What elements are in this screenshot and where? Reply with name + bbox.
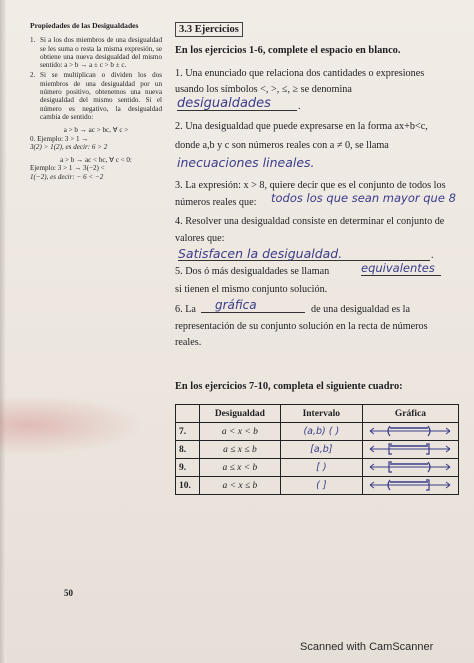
row-interval: ( ] bbox=[280, 477, 362, 495]
page-number: 50 bbox=[64, 588, 73, 598]
header-graph: Gráfica bbox=[362, 405, 458, 423]
table-header-row bbox=[176, 405, 459, 423]
question-3-line2: números reales que: bbox=[175, 197, 257, 208]
instructions-1: En los ejercicios 1-6, complete el espacio en blanco. bbox=[175, 45, 401, 56]
row-graph bbox=[362, 441, 458, 459]
question-6-suffix: de una desigualdad es la bbox=[311, 304, 411, 315]
question-1-period: . bbox=[298, 101, 301, 112]
scanner-watermark: Scanned with CamScanner bbox=[300, 641, 434, 653]
rule-positive-line3: 3(2) > 1(2), es decir: 6 > 2 bbox=[30, 142, 108, 151]
row-inequality: a < x < b bbox=[200, 423, 281, 441]
instructions-2: En los ejercicios 7-10, completa el siguiente cuadro: bbox=[175, 381, 403, 392]
question-6-line2: representación de su conjunto solución en la recta de números bbox=[175, 321, 428, 332]
section-heading: 3.3 Ejercicios bbox=[175, 22, 243, 37]
row-number: 10. bbox=[176, 477, 200, 495]
header-inequality: Desigualdad bbox=[200, 405, 281, 423]
number-line-open-open bbox=[368, 423, 452, 437]
rule-positive-line1: a > b → ac > bc, ∀ c > bbox=[63, 126, 129, 135]
table-row bbox=[176, 441, 459, 459]
question-3-answer: todos los que sean mayor que 8 bbox=[271, 191, 456, 205]
rule-negative bbox=[30, 156, 162, 181]
row-interval: (a,b) ( ) bbox=[280, 423, 362, 441]
question-2-answer: inecuaciones lineales. bbox=[177, 155, 315, 170]
question-5-line2: si tienen el mismo conjunto solución. bbox=[175, 284, 328, 295]
rule-negative-line3: 1(−2), es decir: − 6 < −2 bbox=[30, 172, 104, 181]
question-1-answer: desigualdades bbox=[177, 97, 297, 111]
question-2-line2: donde a,b y c son números reales con a ≠ 0, se llama bbox=[175, 140, 389, 151]
paper-stain bbox=[0, 395, 145, 455]
property-2-text: Si se multiplican o dividen los dos miembros de una desigualdad por un número positivo, obtenemos una nueva desigualdad del mismo sentido. Si el número es negativo, la desigualdad cambia de sentido: bbox=[40, 71, 162, 121]
question-4-line2: valores que: bbox=[175, 233, 225, 244]
question-4-answer: Satisfacen la desigualdad. bbox=[178, 247, 430, 261]
table-row bbox=[176, 477, 459, 495]
row-inequality: a ≤ x < b bbox=[200, 459, 281, 477]
question-1-line1: 1. Una enunciado que relaciona dos cantidades o expresiones bbox=[175, 68, 425, 79]
inequality-table bbox=[175, 404, 459, 495]
row-number: 7. bbox=[176, 423, 200, 441]
question-1-line2: usando los símbolos <, >, ≤, ≥ se denomina bbox=[175, 84, 352, 95]
row-interval: [a,b] bbox=[280, 441, 362, 459]
rule-negative-line2: Ejemplo: 3 > 1 → 3(−2) < bbox=[30, 164, 105, 173]
question-5-line1: 5. Dos ó más desigualdades se llaman bbox=[175, 266, 330, 277]
rule-positive bbox=[30, 126, 162, 151]
row-inequality: a ≤ x ≤ b bbox=[200, 441, 281, 459]
row-graph bbox=[362, 477, 458, 495]
table-row bbox=[176, 423, 459, 441]
property-1-number: 1. bbox=[30, 36, 36, 45]
question-6-prefix: 6. La bbox=[175, 304, 196, 315]
property-2-number: 2. bbox=[30, 71, 36, 80]
row-graph bbox=[362, 423, 458, 441]
page-edge-shadow bbox=[0, 0, 6, 663]
properties-column bbox=[30, 22, 162, 181]
row-number: 9. bbox=[176, 459, 200, 477]
table-row bbox=[176, 459, 459, 477]
number-line-closed-closed bbox=[368, 441, 452, 455]
row-graph bbox=[362, 459, 458, 477]
property-1 bbox=[30, 36, 162, 69]
question-4-period: . bbox=[431, 250, 434, 261]
number-line-open-closed bbox=[368, 477, 452, 491]
row-interval: [ ) bbox=[280, 459, 362, 477]
question-4-line1: 4. Resolver una desigualdad consiste en determinar el conjunto de bbox=[175, 216, 445, 227]
rule-negative-line1: a > b → ac < bc, ∀ c < 0: bbox=[60, 156, 132, 165]
header-interval: Intervalo bbox=[280, 405, 362, 423]
property-2 bbox=[30, 71, 162, 121]
question-6-answer: gráfica bbox=[201, 299, 305, 313]
question-2-line1: 2. Una desigualdad que puede expresarse en la forma ax+b<c, bbox=[175, 121, 428, 132]
question-5-answer: equivalentes bbox=[361, 262, 441, 276]
properties-title: Propiedades de las Desigualdades bbox=[30, 21, 139, 30]
question-6-line3: reales. bbox=[175, 337, 202, 348]
property-1-text: Si a los dos miembros de una desigualdad se les suma o resta la misma expresión, se obtiene una nueva desigualdad del mismo sentido: a > b → a ± c > b ± c. bbox=[40, 36, 162, 70]
row-number: 8. bbox=[176, 441, 200, 459]
row-inequality: a < x ≤ b bbox=[200, 477, 281, 495]
header-number bbox=[176, 405, 200, 423]
number-line-closed-open bbox=[368, 459, 452, 473]
rule-positive-line2: 0. Ejemplo: 3 > 1 → bbox=[30, 134, 89, 143]
question-3-line1: 3. La expresión: x > 8, quiere decir que es el conjunto de todos los bbox=[175, 180, 446, 191]
